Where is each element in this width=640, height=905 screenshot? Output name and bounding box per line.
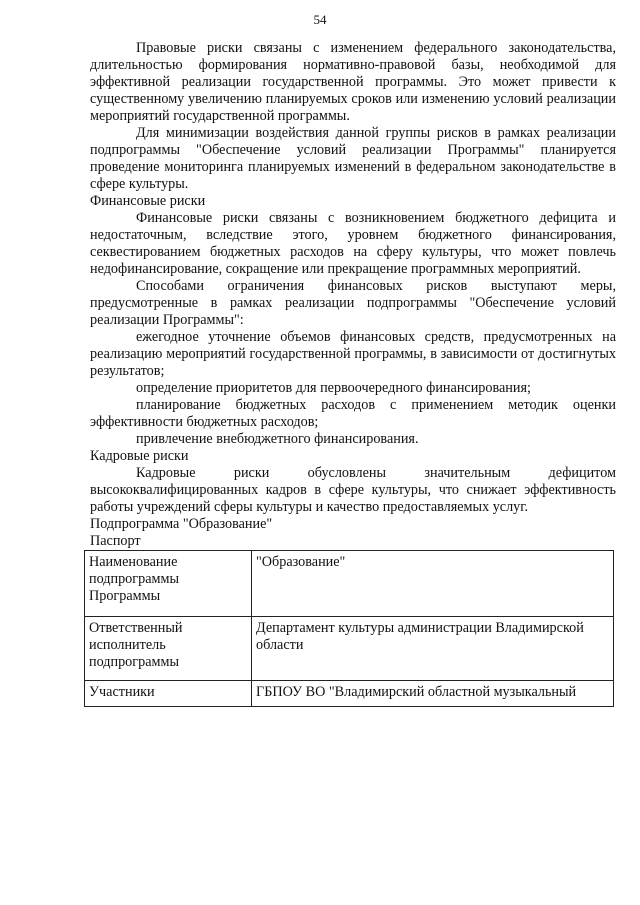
personnel-risks-paragraph: Кадровые риски обусловлены значительным дефицитом высококвалифицированных кадров в сфере культуры, что снижает эффективность работы учреждений сферы культуры и качество предоставляемых услуг. (90, 465, 616, 515)
passport-value-cell: "Образование" (252, 551, 614, 617)
passport-label-cell: Наименование подпрограммы Программы (85, 551, 252, 617)
document-body (90, 40, 616, 707)
legal-risks-paragraph-2: Для минимизации воздействия данной группы рисков в рамках реализации подпрограммы "Обеспечение условий реализации Программы" планируется проведение мониторинга планируемых изменений в федеральном законодательстве в сфере культуры. (90, 125, 616, 192)
personnel-risks-heading: Кадровые риски (90, 448, 189, 464)
passport-label-cell: Участники (85, 681, 252, 707)
page-number: 54 (313, 12, 327, 27)
passport-value-cell: ГБПОУ ВО "Владимирский областной музыкальный (252, 681, 614, 707)
financial-risks-measure-3: планирование бюджетных расходов с применением методик оценки эффективности бюджетных расходов; (90, 397, 616, 430)
passport-table (84, 550, 614, 707)
financial-risks-heading: Финансовые риски (90, 193, 206, 209)
table-row (85, 617, 614, 681)
table-row (85, 681, 614, 707)
financial-risks-paragraph-2: Способами ограничения финансовых рисков выступают меры, предусмотренные в рамках реализации подпрограммы "Обеспечение условий реализации Программы": (90, 278, 616, 328)
subprogram-heading: Подпрограмма "Образование" (90, 516, 273, 532)
financial-risks-paragraph-1: Финансовые риски связаны с возникновением бюджетного дефицита и недостаточным, вследствие этого, уровнем бюджетного финансирования, секвестированием бюджетных расходов на сферу культуры, что может повлечь недофинансирование, сокращение или прекращение программных мероприятий. (90, 210, 616, 277)
passport-label-cell: Ответственный исполнитель подпрограммы (85, 617, 252, 681)
financial-risks-measure-4: привлечение внебюджетного финансирования. (136, 431, 419, 447)
passport-value-cell: Департамент культуры администрации Владимирской области (252, 617, 614, 681)
financial-risks-measure-1: ежегодное уточнение объемов финансовых средств, предусмотренных на реализацию мероприятий государственной программы, в зависимости от достигнутых результатов; (90, 329, 616, 379)
passport-heading: Паспорт (90, 533, 141, 549)
legal-risks-paragraph-1: Правовые риски связаны с изменением федерального законодательства, длительностью формирования нормативно-правовой базы, необходимой для эффективной реализации государственной программы. Это может привести к существенному увеличению планируемых сроков или изменению условий реализации мероприятий государственной программы. (90, 40, 616, 124)
financial-risks-measure-2: определение приоритетов для первоочередного финансирования; (136, 380, 531, 396)
table-row (85, 551, 614, 617)
